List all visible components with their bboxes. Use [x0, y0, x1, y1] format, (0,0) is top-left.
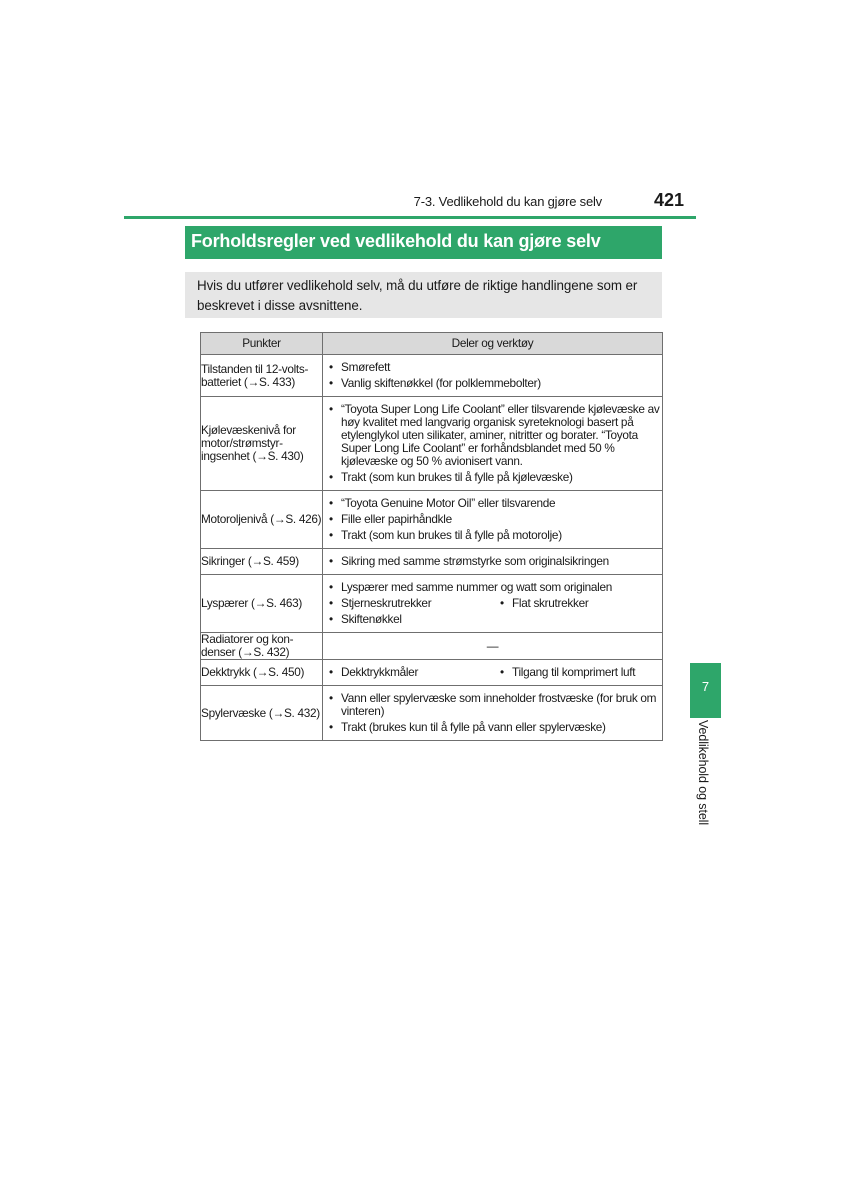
row-parts [323, 660, 663, 686]
row-parts [323, 686, 663, 741]
table-row [201, 397, 663, 491]
column-header-items: Punkter [201, 333, 323, 355]
row-label: Tilstanden til 12-volts-batteriet (→S. 433) [201, 355, 323, 397]
page-number: 421 [653, 190, 684, 210]
list-item: • Fille eller papirhåndkle [328, 513, 660, 526]
table-row [201, 549, 663, 575]
list-item: • Stjerneskrutrekker [328, 597, 499, 610]
list-item: • Skiftenøkkel [328, 613, 660, 626]
section-header: 7-3. Vedlikehold du kan gjøre selv [413, 194, 602, 209]
column-header-parts-tools: Deler og verktøy [323, 333, 663, 355]
row-label: Sikringer (→S. 459) [201, 549, 323, 575]
list-item: • “Toyota Genuine Motor Oil” eller tilsvarende [328, 497, 660, 510]
row-label: Lyspærer (→S. 463) [201, 575, 323, 633]
list-item: • Flat skrutrekker [499, 597, 588, 610]
header-divider [124, 216, 696, 219]
row-parts [323, 397, 663, 491]
row-parts [323, 549, 663, 575]
list-item: • Vanlig skiftenøkkel (for polklemmebolter) [328, 377, 660, 390]
row-label: Spylervæske (→S. 432) [201, 686, 323, 741]
row-parts [323, 575, 663, 633]
row-parts-none: — [323, 633, 663, 660]
list-item: • Trakt (brukes kun til å fylle på vann eller spylervæske) [328, 721, 660, 734]
list-item: • Dekktrykkmåler [328, 666, 499, 679]
table-row [201, 491, 663, 549]
row-parts [323, 491, 663, 549]
list-item: • Sikring med samme strømstyrke som originalsikringen [328, 555, 660, 568]
list-item: • Tilgang til komprimert luft [499, 666, 635, 679]
intro-box: Hvis du utfører vedlikehold selv, må du utføre de riktige handlingene som er beskrevet i disse avsnittene. [185, 272, 662, 318]
list-item: • Trakt (som kun brukes til å fylle på motorolje) [328, 529, 660, 542]
list-item-pair [328, 666, 660, 679]
chapter-tab: 7 [690, 663, 721, 718]
row-label: Dekktrykk (→S. 450) [201, 660, 323, 686]
table-row [201, 355, 663, 397]
table-row [201, 686, 663, 741]
row-parts [323, 355, 663, 397]
page-title: Forholdsregler ved vedlikehold du kan gjøre selv [185, 226, 662, 259]
list-item: • Smørefett [328, 361, 660, 374]
row-label: Kjølevæskenivå for motor/strømstyr-ingsenhet (→S. 430) [201, 397, 323, 491]
list-item-pair [328, 597, 660, 610]
table-row [201, 575, 663, 633]
list-item: • Lyspærer med samme nummer og watt som originalen [328, 581, 660, 594]
maintenance-table [200, 332, 663, 741]
list-item: • Trakt (som kun brukes til å fylle på kjølevæske) [328, 471, 660, 484]
chapter-tab-label: Vedlikehold og stell [696, 720, 710, 826]
table-header-row [201, 333, 663, 355]
list-item: • Vann eller spylervæske som inneholder frostvæske (for bruk om vinteren) [328, 692, 660, 718]
list-item: • “Toyota Super Long Life Coolant” eller tilsvarende kjølevæske av høy kvalitet med langvarig organisk syreteknologi basert på etylenglykol uten silikater, aminer, nitritter og borater. “Toyota Super Long Life Coolant” er forhåndsblandet med 50 % kjølevæske og 50 % avionisert vann. [328, 403, 660, 468]
row-label: Radiatorer og kon-denser (→S. 432) [201, 633, 323, 660]
row-label: Motoroljenivå (→S. 426) [201, 491, 323, 549]
table-row [201, 633, 663, 660]
table-row [201, 660, 663, 686]
